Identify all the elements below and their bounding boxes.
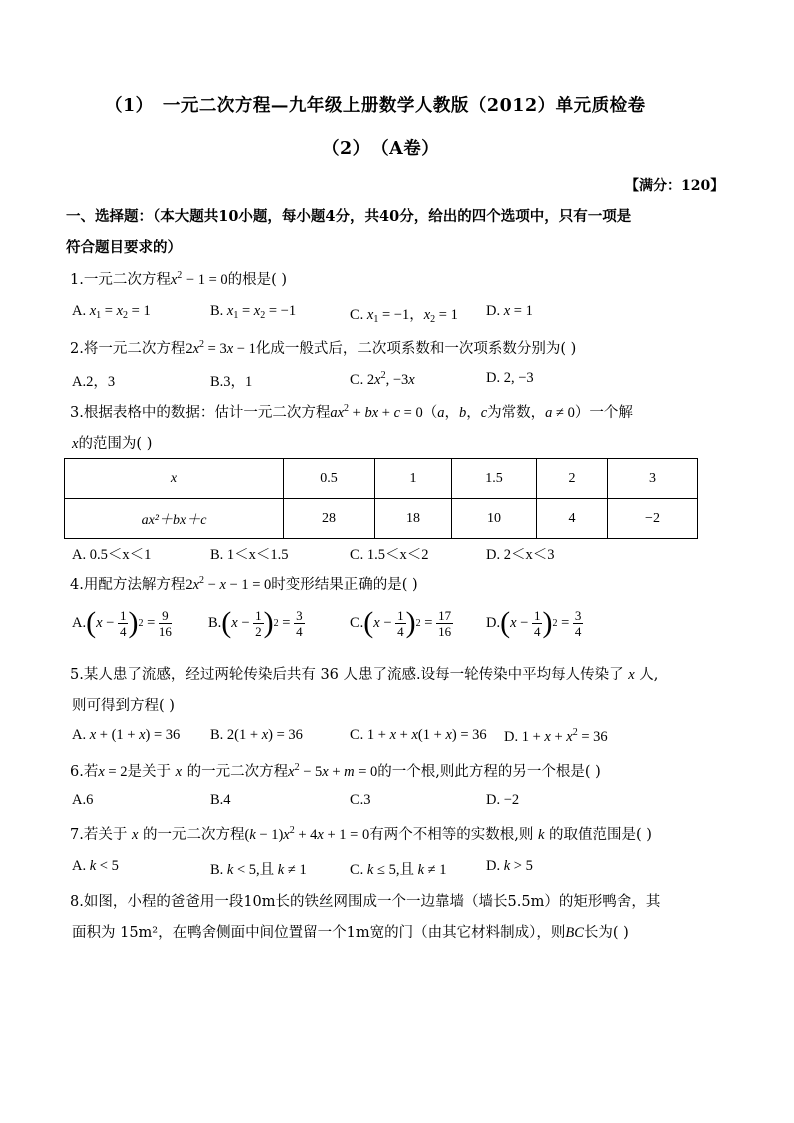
q7-stem-mid: 的一元二次方程 [143,827,245,843]
q4-stem-post: 时变形结果正确的是( ) [271,577,418,593]
question-6-stem: 6.若x = 2是关于 x 的一元二次方程$x^2 - 5x + m = 0$的一个根,则此方程的另一个根是( ) [70,762,601,780]
q6-root: x = 2 [98,764,128,780]
table-cell: 0.5 [284,459,375,499]
q6-stem-mid: 是关于 [127,764,171,780]
q5-option-b[interactable]: B. 2(1 + x) = 36 [210,727,303,743]
question-8-stem: 8.如图，小程的爸爸用一段10m长的铁丝网围成一个一边靠墙（墙长5.5m）的矩形鸭舍，其 [70,894,661,910]
table-cell: −2 [608,499,698,539]
table-cell: 4 [537,499,608,539]
q4-option-a[interactable]: A. ( x − $\frac{1}{4}$ ) 2 = $\frac{9}{16}$ [72,606,172,639]
q4-equation: $2x^2 - x - 1 = 0$ [185,575,272,593]
table-cell: 1.5 [452,459,537,499]
q2-option-a[interactable]: A.2，3 [72,374,116,390]
q5-option-d[interactable]: D. $1 + x + x^2 = 36$ [504,727,608,745]
q3-condition: a ≠ 0 [545,405,575,421]
q6-equation: $x^2 - 5x + m = 0$ [288,762,378,780]
q7-stem-post: 有两个不相等的实数根,则 [369,827,534,843]
q3-equation: $ax^2$ + bx + c = 0 [330,403,423,421]
q6-stem-mid2: 的一元二次方程 [186,764,289,780]
q4-option-d[interactable]: D. ( x − $\frac{1}{4}$ ) 2 = $\frac{3}{4}$ [486,606,582,639]
q3-option-b[interactable]: B. 1＜x＜1.5 [210,547,289,563]
question-3-stem-line2: x的范围为( ) [72,436,153,452]
question-7-stem: 7.若关于 x 的一元二次方程$(k - 1)x^2 + 4x + 1 = 0$有两个不相等的实数根,则 k 的取值范围是( ) [70,825,652,843]
q6-option-c[interactable]: C.3 [350,792,371,808]
q3-stem-pre: 3.根据表格中的数据：估计一元二次方程 [70,405,331,421]
q2-equation: $2x^2 = 3x - 1$ [185,339,256,357]
q3-option-d[interactable]: D. 2＜x＜3 [486,547,555,563]
q5-stem-line1-end: 人, [639,667,659,683]
q1-stem-post: 的根是( ) [227,272,288,288]
q8-stem-line2-post: 长为( ) [583,925,629,941]
table-cell: x [65,459,284,499]
q5-option-a[interactable]: A. x + (1 + x) = 36 [72,727,181,743]
q3-constants: a，b，c [437,405,488,421]
table-row [65,499,698,539]
table-cell: 2 [537,459,608,499]
q4-stem-pre: 4.用配方法解方程 [70,577,186,593]
q3-option-a[interactable]: A. 0.5＜x＜1 [72,547,152,563]
q6-option-a[interactable]: A.6 [72,792,94,808]
q1-option-c[interactable]: C. $x_1 = -1$，$x_2 = 1$ [350,307,458,325]
page-subtitle: （2） （A卷） [322,139,440,159]
question-2-stem [70,337,576,358]
q2-stem-post: 化成一般式后，二次项系数和一次项系数分别为( ) [255,341,577,357]
q8-stem-line2-pre: 面积为 15m²，在鸭舍侧面中间位置留一个1m宽的门（由其它材料制成），则 [72,925,566,941]
q3-stem-post: 为常数， [487,405,546,421]
table-row [65,459,698,499]
table-cell: 3 [608,459,698,499]
section-heading: 一、选择题：（本大题共10小题，每小题4分，共40分，给出的四个选项中，只有一项是 [66,208,632,225]
q7-option-a[interactable]: A. k < 5 [72,858,119,874]
q7-option-c[interactable]: C. k ≤ 5,且 k ≠ 1 [350,862,447,878]
question-3-stem [70,401,633,422]
q6-option-d[interactable]: D. −2 [486,792,520,808]
q3-stem-mid: （ [422,405,438,421]
page-title: （1） 一元二次方程—九年级上册数学人教版（2012）单元质检卷 [105,96,646,116]
question-4-stem [70,573,418,594]
q2-option-c[interactable]: C. $2x^2$, −3x [350,370,415,388]
q4-option-b[interactable]: B. ( x − $\frac{1}{2}$ ) 2 = $\frac{3}{4}$ [208,606,303,639]
q3-option-c[interactable]: C. 1.5＜x＜2 [350,547,429,563]
q3-data-table [64,458,698,539]
q1-equation: $x^2 - 1 = 0$ [170,270,228,288]
table-cell: ax²＋bx＋c [65,499,284,539]
q6-option-b[interactable]: B.4 [210,792,231,808]
question-5-stem: 5.某人患了流感，经过两轮传染后共有 36 人患了流感.设每一轮传染中平均每人传染了 x 人, [70,667,659,683]
q6-stem-post: 的一个根,则此方程的另一个根是( ) [377,764,601,780]
q7-stem-pre: 7.若关于 [70,827,128,843]
table-cell: 10 [452,499,537,539]
score-label: 【满分：120】 [625,178,725,194]
table-cell: 1 [375,459,452,499]
question-5-stem-line2: 则可得到方程( ) [72,698,175,714]
q4-option-c[interactable]: C. ( x − $\frac{1}{4}$ ) 2 = $\frac{17}{16}$ [350,606,452,639]
q1-stem-pre: 1.一元二次方程 [70,272,171,288]
q3-stem-line2-text: 的范围为( ) [78,436,153,452]
q7-option-d[interactable]: D. k > 5 [486,858,533,874]
question-8-stem-line2: 面积为 15m²，在鸭舍侧面中间位置留一个1m宽的门（由其它材料制成），则BC长为( ) [72,925,629,941]
q2-stem-pre: 2.将一元二次方程 [70,341,186,357]
table-cell: 28 [284,499,375,539]
table-cell: 18 [375,499,452,539]
q7-equation: $(k - 1)x^2 + 4x + 1 = 0$ [244,825,370,843]
q2-option-d[interactable]: D. 2, −3 [486,370,534,386]
q6-stem-pre: 6.若 [70,764,99,780]
question-1-stem [70,268,287,289]
q5-option-c[interactable]: C. 1 + x + x(1 + x) = 36 [350,727,487,743]
q7-stem-end: 的取值范围是( ) [548,827,652,843]
q2-option-b[interactable]: B.3，1 [210,374,253,390]
section-heading-cont: 符合题目要求的） [66,239,182,256]
q5-stem-line1: 5.某人患了流感，经过两轮传染后共有 36 人患了流感.设每一轮传染中平均每人传染了 [70,667,624,683]
q1-option-b[interactable]: B. $x_1 = x_2 = -1$ [210,303,297,321]
q3-stem-end: ）一个解 [574,405,633,421]
q1-option-d[interactable]: D. x = 1 [486,303,533,319]
q1-option-a[interactable]: A. $x_1 = x_2 = 1$ [72,303,151,321]
q7-option-b[interactable]: B. k < 5,且 k ≠ 1 [210,862,307,878]
